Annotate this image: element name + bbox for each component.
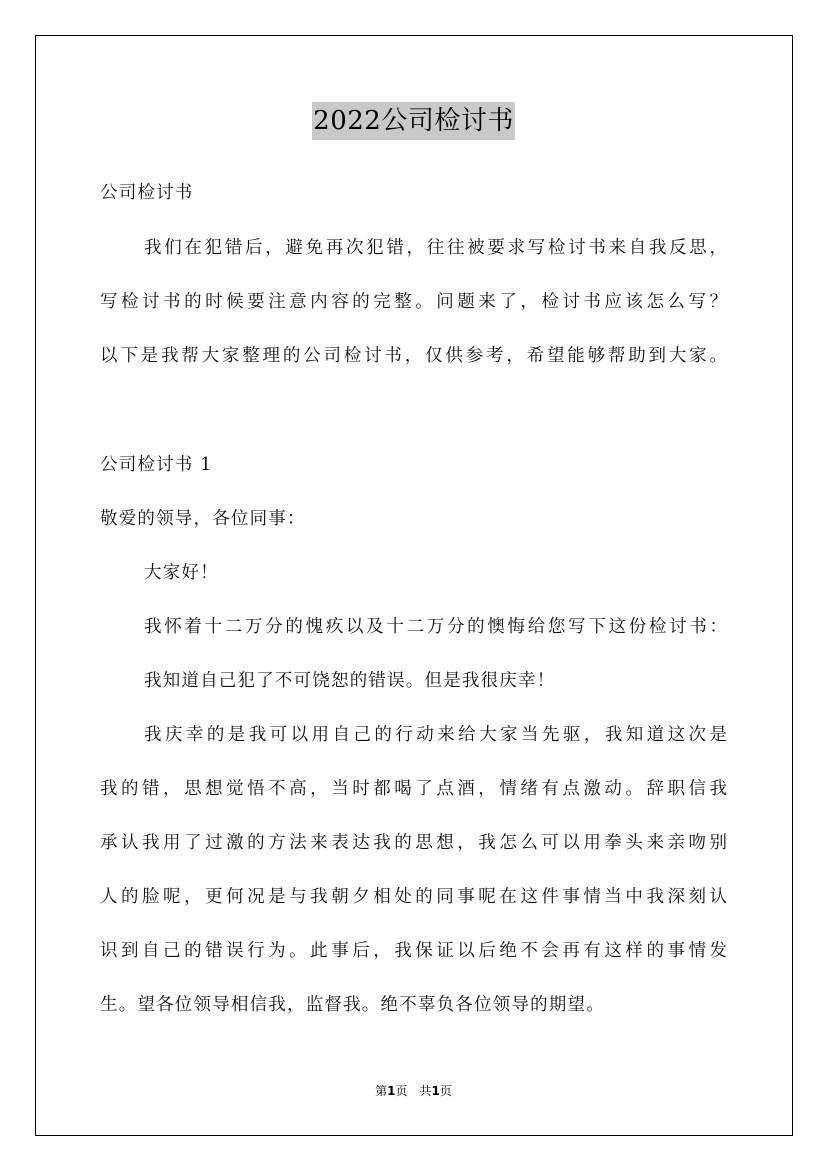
paragraph-3-line-3: 承认我用了过激的方法来表达我的思想，我怎么可以用拳头来亲吻别 [100,833,727,853]
footer-total-prefix: 共 [419,1084,432,1098]
footer-page-number: 1 [387,1084,396,1098]
paragraph-3-line-2: 我的错，思想觉悟不高，当时都喝了点酒，情绪有点激动。辞职信我 [100,779,727,799]
footer-page-prefix: 第 [375,1084,388,1098]
paragraph-3-line-6: 生。望各位领导相信我，监督我。绝不辜负各位领导的期望。 [100,995,605,1015]
salutation: 敬爱的领导，各位同事： [100,509,306,529]
paragraph-1: 我怀着十二万分的愧疚以及十二万分的懊悔给您写下这份检讨书： [144,617,727,637]
intro-line-1: 我们在犯错后，避免再次犯错，往往被要求写检讨书来自我反思， [144,238,727,258]
paragraph-3-line-5: 识到自己的错误行为。此事后，我保证以后绝不会再有这样的事情发 [100,941,727,961]
intro-line-2: 写检讨书的时候要注意内容的完整。问题来了，检讨书应该怎么写？ [100,292,727,312]
greeting: 大家好！ [144,563,219,583]
document-heading: 公司检讨书 [100,183,194,203]
intro-line-3: 以下是我帮大家整理的公司检讨书，仅供参考，希望能够帮助到大家。 [100,346,727,366]
footer-page-suffix: 页 [395,1084,408,1098]
document-title: 2022公司检讨书 [312,102,515,140]
page-footer [0,1082,827,1099]
section-heading: 公司检讨书 1 [100,455,213,475]
paragraph-2: 我知道自己犯了不可饶恕的错误。但是我很庆幸！ [144,671,556,691]
title-wrapper [0,102,827,140]
footer-total-number: 1 [431,1084,440,1098]
paragraph-3-line-4: 人的脸呢，更何况是与我朝夕相处的同事呢在这件事情当中我深刻认 [100,887,727,907]
paragraph-3-line-1: 我庆幸的是我可以用自己的行动来给大家当先驱，我知道这次是 [144,725,727,745]
footer-total-suffix: 页 [439,1084,452,1098]
